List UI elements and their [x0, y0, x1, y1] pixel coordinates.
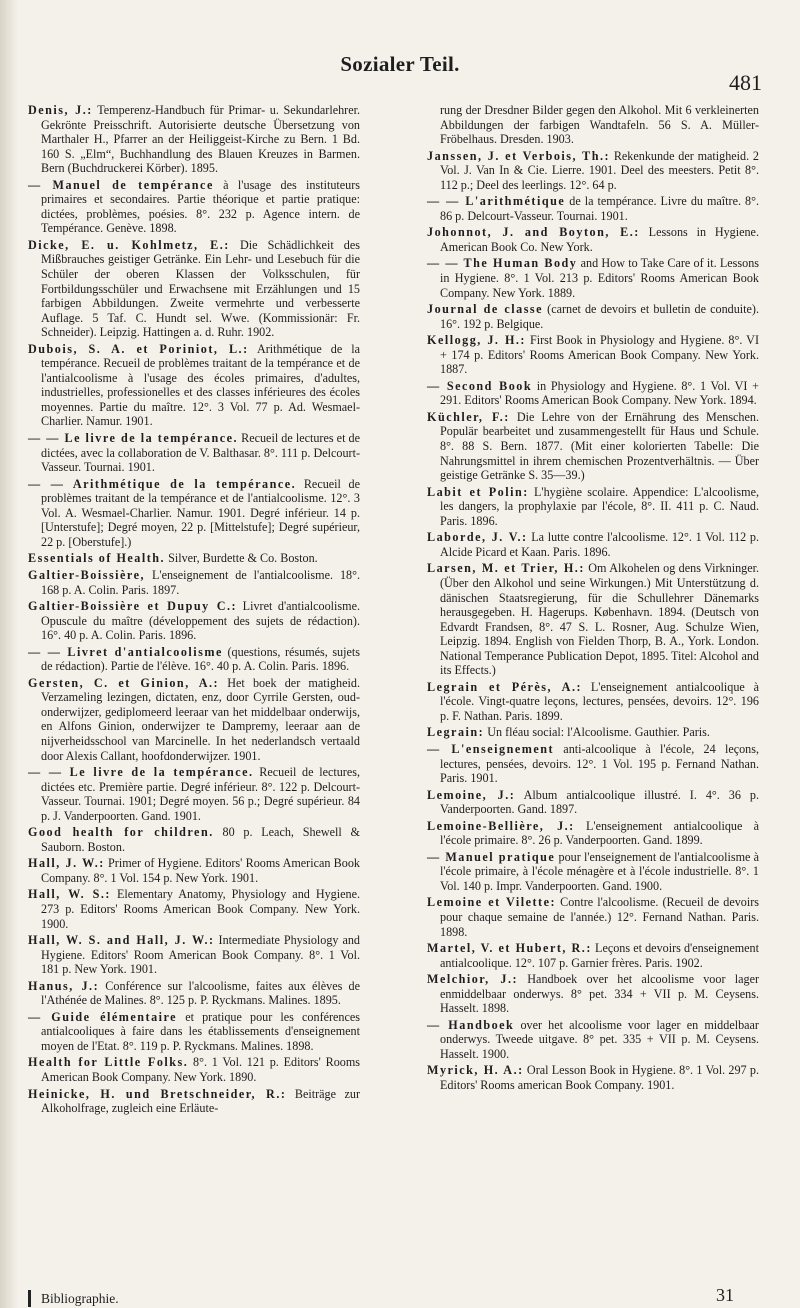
bibliography-entry	[28, 676, 360, 763]
bibliography-entry	[427, 972, 759, 1016]
entry-author: Laborde, J. V.:	[427, 530, 528, 545]
bibliography-entry	[427, 680, 759, 724]
bibliography-entry	[28, 765, 360, 823]
entry-author: Labit et Polin:	[427, 484, 529, 499]
bibliography-entry	[427, 410, 759, 483]
entry-text: Intermediate Physiology and Hygiene. Editors' Room American Book Company. 8°. 1 Vol. 181 p. New York. 1901.	[41, 933, 360, 977]
entry-author: — — L'arithmétique	[427, 194, 566, 209]
entry-text: First Book in Physiology and Hygiene. 8°. VI + 174 p. Editors' Rooms American Book Company. New York. 1887.	[440, 333, 759, 377]
bibliography-entry	[28, 1055, 360, 1084]
bibliography-entry	[28, 887, 360, 931]
entry-author: Dicke, E. u. Kohlmetz, E.:	[28, 237, 230, 252]
signature-mark: 31	[716, 1285, 734, 1305]
bibliography-entry	[28, 825, 360, 854]
entry-text: Die Schädlichkeit des Mißbrauches geistiger Getränke. Ein Lehr- und Lesebuch für die Schüler der oberen Klassen der Volksschulen, für Fortbildungsschüler und Erwachsene mit Erzählungen und 15 farbigen Abbildungen. Zweite vermehrte und verbesserte Auflage. 5 Taf. C. Hundt sel. Wwe. (Kommissionär: Fr. Schneider). Leipzig. Hattingen a. d. Ruhr. 1902.	[41, 237, 360, 340]
entry-author: Küchler, F.:	[427, 409, 510, 424]
bibliography-entry	[28, 979, 360, 1008]
entry-text: Elementary Anatomy, Physiology and Hygiene. 273 p. Editors' Rooms American Book Company. New York. 1900.	[41, 887, 360, 931]
bibliography-entry	[427, 788, 759, 817]
entry-author: Lemoine et Vilette:	[427, 895, 557, 910]
entry-author: Hall, J. W.:	[28, 856, 105, 871]
entry-author: Myrick, H. A.:	[427, 1063, 524, 1078]
entry-text: L'enseignement antialcoolique à l'école primaire. 8°. 26 p. Vanderpoorten. Gand. 1899.	[440, 818, 759, 848]
bibliography-entry	[427, 941, 759, 970]
bibliography-entry	[28, 342, 360, 429]
footer-bibliographie: Bibliographie.	[41, 1291, 119, 1306]
entry-text: and How to Take Care of it. Lessons in Hygiene. 8°. 1 Vol. 213 p. Editors' Rooms American Book Company. New York. 1889.	[440, 256, 759, 300]
entry-text: Album antialcoolique illustré. I. 4°. 36 p. Vanderpoorten. Gand. 1897.	[440, 787, 759, 817]
entry-author: Janssen, J. et Verbois, Th.:	[427, 148, 611, 163]
entry-author: — L'enseignement	[427, 741, 555, 756]
entry-author: Johonnot, J. and Boyton, E.:	[427, 225, 640, 240]
entry-author: Dubois, S. A. et Poriniot, L.:	[28, 341, 249, 356]
entry-author: — — Le livre de la tempérance.	[28, 431, 239, 446]
entry-text: anti-alcoolique à l'école, 24 leçons, lectures, pensées, devoirs. 12°. 1 Vol. 195 p. Fernand Nathan. Paris. 1901.	[440, 741, 760, 786]
bibliography-entry	[427, 485, 759, 529]
bibliography-entry	[427, 194, 759, 223]
entry-text: L'enseignement antialcoolique à l'école. Vingt-quatre leçons, lectures, pensées, devoirs. 12°. 196 p. F. Nathan. Paris. 1899.	[440, 679, 759, 723]
entry-author: Larsen, M. et Trier, H.:	[427, 561, 585, 576]
entry-author: Hall, W. S. and Hall, J. W.:	[28, 933, 215, 948]
bibliography-entry	[28, 477, 360, 550]
entry-text: L'enseignement de l'antialcoolisme. 18°. 168 p. A. Colin. Paris. 1897.	[41, 567, 360, 597]
entry-text: Arithmétique de la tempérance. Recueil de problèmes traitant de la tempérance et de l'antialcoolisme à l'usage des écoles primaires, d'adultes, industrielles, professionelles et des classes inférieures des écoles moyennes. Partie du maître. 12°. 3 Vol. 77 p. Ad. Wesmael-Charlier. Namur. 1901.	[41, 341, 360, 429]
entry-text: pour l'enseignement de l'antialcoolisme à l'école primaire, à l'école ménagère et à l'école industrielle. 8°. 1 Vol. 140 p. Impr. Vanderpoorten. Gand. 1900.	[440, 849, 760, 893]
bibliography-entry	[427, 725, 759, 740]
right-column	[427, 103, 759, 1095]
bibliography-entry	[28, 856, 360, 885]
entry-text: Het boek der matigheid. Verzameling lezingen, dictaten, enz, door Cyrrile Gersten, oud-onderwijzer, gediplomeerd leeraar van het middelbaar onderwijs, en Alfons Ginion, onderwijzer te Dampremy, leeraar aan de nijverheidsschool van Marcinelle. In het nederlandsch vertaald door Alexis Callant, hoofdonderwijzer. 1901.	[41, 675, 360, 763]
entry-author: Martel, V. et Hubert, R.:	[427, 941, 592, 956]
bibliography-entry	[427, 379, 759, 408]
bibliography-entry	[427, 149, 759, 193]
bibliography-entry	[427, 819, 759, 848]
bibliography-entry	[28, 238, 360, 340]
bibliography-entry	[427, 561, 759, 677]
entry-author: Gersten, C. et Ginion, A.:	[28, 675, 220, 690]
entry-text: (questions, résumés, sujets de rédaction). Partie de l'élève. 16°. 40 p. A. Colin. Paris. 1896.	[41, 644, 360, 674]
entry-author: Good health for children.	[28, 825, 214, 840]
entry-author: Journal de classe	[427, 302, 544, 317]
entry-author: — — Livret d'antialcoolisme	[28, 644, 223, 659]
bibliography-entry	[427, 850, 759, 894]
entry-author: Health for Little Folks.	[28, 1055, 189, 1070]
entry-text: Lessons in Hygiene. American Book Co. New York.	[440, 225, 759, 254]
entry-author: — Handboek	[427, 1017, 515, 1032]
entry-text: over het alcoolisme voor lager en middelbaar onderwys. Tweede uitgave. 8° pet. 335 + VII p. M. Ceysens. Hasselt. 1900.	[440, 1017, 759, 1061]
entry-text: et pratique pour les conférences antialcooliques à faire dans les établissements d'enseignement moyen de l'Etat. 8°. 119 p. P. Ryckmans. Malines. 1898.	[41, 1009, 360, 1053]
entry-author: Hanus, J.:	[28, 978, 100, 993]
entry-author: — — The Human Body	[427, 256, 578, 271]
bibliography-entry	[28, 1010, 360, 1054]
entry-text: Recueil de lectures, dictées etc. Première partie. Degré inférieur. 8°. 122 p. Delcourt-Vasseur. Tournai. 1901; Degré moyen. 56 p.; Degré supérieur. 84 p. J. Vanderpoorten. Gand. 1901.	[41, 765, 360, 823]
bibliography-entry	[28, 933, 360, 977]
bibliography-entry	[427, 302, 759, 331]
bibliography-entry	[427, 1018, 759, 1062]
entry-author: — — Le livre de la tempérance.	[28, 765, 254, 780]
left-column	[28, 103, 360, 1118]
bibliography-entry	[28, 103, 360, 176]
page-spine-shadow	[0, 0, 18, 1308]
bibliography-entry	[28, 599, 360, 643]
entry-author: — Manuel de tempérance	[28, 177, 214, 192]
entry-text: Silver, Burdette & Co. Boston.	[165, 551, 318, 566]
entry-text: Oral Lesson Book in Hygiene. 8°. 1 Vol. 297 p. Editors' Rooms american Book Company. 1901.	[440, 1063, 759, 1092]
entry-author: Essentials of Health.	[28, 551, 166, 566]
bibliography-entry	[28, 178, 360, 236]
entry-text: L'hygiène scolaire. Appendice: L'alcoolisme, les dangers, la prophylaxie par l'école, 8°. II. 411 p. C. Naud. Paris. 1896.	[440, 484, 759, 528]
entry-author: — — Arithmétique de la tempérance.	[28, 476, 297, 491]
entry-text: La lutte contre l'alcoolisme. 12°. 1 Vol. 112 p. Alcide Picard et Kaan. Paris. 1896.	[440, 530, 759, 559]
entry-author: — Manuel pratique	[427, 849, 556, 864]
margin-mark	[28, 1290, 31, 1307]
entry-text: Die Lehre von der Ernährung des Menschen. Populär bearbeitet und zusammengestellt für Haus und Schule. 8°. 88 S. Bern. 1877. (Mit einer kolorierten Tabelle: Die Nahrungsmittel in ihrem chemischen Prozentverhältnis. — Über geistige Getränke S. 35—39.)	[440, 409, 759, 483]
entry-text: rung der Dresdner Bilder gegen den Alkohol. Mit 6 verkleinerten Abbildungen der farbigen Wandtafeln. 56 S. A. Müller-Fröbelhaus. Dresden. 1903.	[440, 103, 759, 147]
entry-text: Beiträge zur Alkoholfrage, zugleich eine Erläute-	[41, 1086, 360, 1116]
entry-text: Contre l'alcoolisme. (Recueil de devoirs pour chaque semaine de l'année.) 12°. Fernand Nathan. Paris. 1898.	[440, 895, 759, 939]
entry-text: Recueil de lectures et de dictées, avec la collaboration de V. Balthasar. 8°. 111 p. Delcourt-Vasseur. Tournai. 1901.	[41, 431, 360, 475]
bibliography-entry	[427, 742, 759, 786]
entry-text: Primer of Hygiene. Editors' Rooms American Book Company. 8°. 1 Vol. 154 p. New York. 1901.	[41, 856, 360, 885]
bibliography-entry	[427, 1063, 759, 1092]
bibliography-entry	[28, 645, 360, 674]
entry-text: Temperenz-Handbuch für Primar- u. Sekundarlehrer. Gekrönte Preisschrift. Autorisierte deutsche Übersetzung von Marthaler H., Pfarrer an der Heiliggeist-Kirche zu Bern. 1 Bd. 160 S. „Elm“, Buchhandlung des Blauen Kreuzes in Barmen. Bern (Buchdruckerei Körber). 1895.	[41, 103, 360, 176]
bibliography-entry	[427, 333, 759, 377]
entry-author: Lemoine, J.:	[427, 787, 516, 802]
bibliography-entry	[427, 256, 759, 300]
bibliography-entry	[427, 103, 759, 147]
entry-author: Denis, J.:	[28, 103, 93, 117]
page-number: 481	[729, 70, 762, 95]
entry-text: Livret d'antialcoolisme. Opuscule du maître (développement des sujets de rédaction). 16°. 40 p. A. Colin. Paris. 1896.	[41, 599, 361, 643]
entry-text: 80 p. Leach, Shewell & Sauborn. Boston.	[41, 825, 360, 854]
entry-text: Leçons et devoirs d'enseignement antialcoolique. 12°. 107 p. Garnier frères. Paris. 1902.	[440, 941, 759, 970]
bibliography-entry	[28, 568, 360, 597]
entry-text: Recueil de problèmes traitant de la tempérance et de l'antialcoolisme. 12°. 3 Vol. A. Wesmael-Charlier. Namur. 1901. Degré inférieur. 14 p. [Unterstufe]; Degré moyen, 22 p. [Mittelstufe]; Degré supérieur, 22 p. [Oberstufe].)	[41, 476, 361, 549]
entry-text: Rekenkunde der matigheid. 2 Vol. J. Van In & Cie. Lierre. 1901. Deel des meesters. Petit 8°. 112 p.; Deel des leerlings. 12°. 64 p.	[440, 148, 759, 192]
entry-text: (carnet de devoirs et bulletin de conduite). 16°. 192 p. Belgique.	[440, 302, 760, 331]
entry-author: Heinicke, H. und Bretschneider, R.:	[28, 1086, 287, 1101]
entry-text: Conférence sur l'alcoolisme, faites aux élèves de l'Athénée de Malines. 8°. 125 p. P. Ryckmans. Malines. 1895.	[41, 978, 360, 1008]
entry-author: Legrain:	[427, 725, 485, 740]
entry-text: in Physiology and Hygiene. 8°. 1 Vol. VI + 291. Editors' Rooms American Book Company. New York. 1894.	[440, 378, 759, 408]
bibliography-entry	[28, 431, 360, 475]
running-header-title: Sozialer Teil.	[340, 52, 460, 76]
entry-author: Hall, W. S.:	[28, 887, 111, 902]
entry-text: de la tempérance. Livre du maître. 8°. 86 p. Delcourt-Vasseur. Tournai. 1901.	[440, 194, 759, 223]
entry-text: à l'usage des instituteurs primaires et secondaires. Partie théorique et partie pratique: dictées, problèmes, poésies. 8°. 232 p. Agence intern. de Tempérance. Genève. 1898.	[41, 177, 360, 236]
entry-author: Galtier-Boissière et Dupuy C.:	[28, 599, 238, 614]
entry-author: Galtier-Boissière,	[28, 567, 146, 582]
entry-text: Om Alkohelen og dens Virkninger. (Über den Alkohol und seine Wirkungen.) Mit Unterstützung d. dänischen Staatsregierung, für die Schullehrer Dänemarks herausgegeben. H. Hagerups. København. 1894. (Deutsch von Edvardt Frandsen, 8°. 47 S. L. Rosner, Aug. Schulze Wien, Leipzig. 1894. English von Fielden Thorp, B. A., York. London. National Temperance Publication Depot, 1895. Titel: Alcohol and its Effects.)	[440, 561, 760, 678]
entry-author: Lemoine-Bellière, J.:	[427, 818, 575, 833]
bibliography-entry	[28, 1087, 360, 1116]
bibliography-entry	[28, 551, 360, 566]
entry-author: Legrain et Pérès, A.:	[427, 679, 583, 694]
entry-text: Handboek over het alcoolisme voor lager enmiddelbaar onderwys. 8° pet. 334 + VII p. M. Ceysens. Hasselt. 1898.	[440, 972, 760, 1016]
entry-text: Un fléau social: l'Alcoolisme. Gauthier. Paris.	[484, 725, 710, 740]
entry-author: — Guide élémentaire	[28, 1009, 178, 1024]
bibliography-entry	[427, 225, 759, 254]
bibliography-entry	[427, 530, 759, 559]
bibliography-entry	[427, 895, 759, 939]
entry-author: Melchior, J.:	[427, 972, 519, 987]
entry-author: — Second Book	[427, 378, 533, 393]
entry-author: Kellogg, J. H.:	[427, 333, 526, 348]
entry-text: 8°. 1 Vol. 121 p. Editors' Rooms American Book Company. New York. 1890.	[41, 1055, 361, 1084]
